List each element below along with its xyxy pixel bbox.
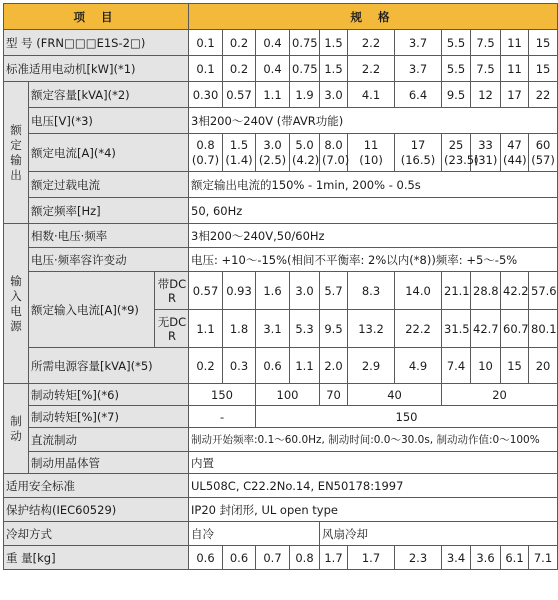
current-value: 60 [535,137,551,152]
capacity-cell: 3.0 [320,82,348,108]
without-dcr-cell: 13.2 [348,310,395,348]
output-current-label: 额定电流[A](*4) [29,134,189,172]
without-dcr-cell: 60.7 [501,310,529,348]
torque6-cell: 150 [189,384,256,406]
current-value-alt: (23.5) [444,152,479,167]
power-cell: 0.3 [223,348,256,384]
current-value: 17 [410,137,426,152]
capacity-cell: 0.30 [189,82,223,108]
weight-cell: 7.1 [529,546,558,570]
spec-table [3,3,558,570]
output-overload-label: 额定过载电流 [29,172,189,198]
output-voltage-value: 3相200～240V (带AVR功能) [189,108,558,134]
braking-transistor-value: 内置 [189,452,558,474]
power-cell: 10 [471,348,501,384]
model-cell: 0.75 [290,30,320,56]
cooling-natural-value: 自冷 [189,522,320,546]
input-phase-row [4,224,558,248]
input-phase-label: 相数·电压·频率 [29,224,189,248]
enclosure-row [4,498,558,522]
input-tolerance-value: 电压: +10～-15%(相间不平衡率: 2%以内(*8))频率: +5～-5% [189,248,558,272]
braking-transistor-label: 制动用晶体管 [29,452,189,474]
current-value: 8.0 [324,137,343,152]
input-tolerance-row [4,248,558,272]
weight-row [4,546,558,570]
weight-cell: 3.6 [471,546,501,570]
weight-label: 重 量[kg] [4,546,189,570]
output-group-char: 额 [10,122,22,137]
capacity-cell: 6.4 [395,82,442,108]
braking-dc-value: 制动开始频率:0.1～60.0Hz, 制动时间:0.0～30.0s, 制动动作值:0～100% [189,428,558,452]
with-dcr-cell: 1.6 [256,272,290,310]
with-dcr-label [155,272,189,310]
weight-cell: 0.6 [189,546,223,570]
without-dcr-text: 无DCR [157,314,187,343]
model-row [4,30,558,56]
with-dcr-cell: 42.2 [501,272,529,310]
model-cell: 11 [501,30,529,56]
braking-group-label [4,384,29,474]
without-dcr-cell: 1.1 [189,310,223,348]
with-dcr-cell: 21.1 [442,272,471,310]
braking-dc-label: 直流制动 [29,428,189,452]
torque6-cell: 40 [348,384,442,406]
without-dcr-cell: 80.1 [529,310,558,348]
safety-label: 适用安全标准 [4,474,189,498]
with-dcr-cell: 57.6 [529,272,558,310]
current-cell [189,134,223,172]
input-group-char: 电 [10,303,22,318]
capacity-cell: 12 [471,82,501,108]
enclosure-label: 保护结构(IEC60529) [4,498,189,522]
braking-group-char: 动 [10,428,22,443]
with-dcr-text: 带DCR [157,276,187,305]
torque6-cell: 20 [442,384,558,406]
header-item: 项 目 [4,4,189,30]
power-cell: 15 [501,348,529,384]
weight-cell: 0.7 [256,546,290,570]
current-value: 5.0 [295,137,314,152]
motor-cell: 0.75 [290,56,320,82]
header-row [4,4,558,30]
current-value: 3.0 [263,137,282,152]
motor-cell: 11 [501,56,529,82]
capacity-cell: 1.1 [256,82,290,108]
model-cell: 2.2 [348,30,395,56]
current-value-alt: (0.7) [191,152,220,167]
output-current-row [4,134,558,172]
model-cell: 1.5 [320,30,348,56]
motor-cell: 3.7 [395,56,442,82]
output-group-char: 定 [10,137,22,152]
torque7-cell: - [189,406,256,428]
current-cell [395,134,442,172]
safety-row [4,474,558,498]
braking-torque6-row [4,384,558,406]
power-cell: 7.4 [442,348,471,384]
output-group-char: 输 [10,152,22,167]
input-phase-value: 3相200～240V,50/60Hz [189,224,558,248]
motor-cell: 5.5 [442,56,471,82]
motor-cell: 15 [529,56,558,82]
without-dcr-cell: 22.2 [395,310,442,348]
input-tolerance-label: 电压·频率容许变动 [29,248,189,272]
with-dcr-cell: 5.7 [320,272,348,310]
with-dcr-cell: 3.0 [290,272,320,310]
without-dcr-cell: 5.3 [290,310,320,348]
capacity-cell: 4.1 [348,82,395,108]
output-group-char: 出 [10,167,22,182]
output-frequency-value: 50, 60Hz [189,198,558,224]
without-dcr-cell: 9.5 [320,310,348,348]
output-capacity-label: 额定容量[kVA](*2) [29,82,189,108]
model-cell: 3.7 [395,30,442,56]
output-overload-value: 额定输出电流的150% - 1min, 200% - 0.5s [189,172,558,198]
output-capacity-row [4,82,558,108]
current-value: 47 [507,137,522,152]
weight-cell: 0.8 [290,546,320,570]
braking-torque7-row [4,406,558,428]
current-cell [348,134,395,172]
torque6-cell: 70 [320,384,348,406]
output-voltage-label: 电压[V](*3) [29,108,189,134]
without-dcr-label [155,310,189,348]
without-dcr-cell: 31.5 [442,310,471,348]
current-cell [442,134,479,172]
current-value: 1.5 [229,137,249,152]
motor-cell: 7.5 [471,56,501,82]
current-value-alt: (10) [359,152,383,167]
model-cell: 0.4 [256,30,290,56]
current-cell [256,134,290,172]
braking-transistor-row [4,452,558,474]
current-value: 11 [363,137,379,152]
input-power-row [4,348,558,384]
input-group-char: 入 [10,288,22,303]
current-value-alt: (16.5) [400,152,436,167]
current-value: 25 [448,137,464,152]
current-value-alt: (4.2) [292,152,320,167]
weight-cell: 0.6 [223,546,256,570]
current-value-alt: (2.5) [258,152,287,167]
capacity-cell: 1.9 [290,82,320,108]
output-frequency-label: 额定频率[Hz] [29,198,189,224]
output-voltage-row [4,108,558,134]
motor-cell: 1.5 [320,56,348,82]
braking-torque6-label: 制动转矩[%](*6) [29,384,189,406]
motor-label: 标准适用电动机[kW](*1) [4,56,189,82]
current-cell [320,134,348,172]
input-power-label: 所需电源容量[kVA](*5) [29,348,189,384]
current-cell [471,134,501,172]
braking-dc-row [4,428,558,452]
with-dcr-cell: 8.3 [348,272,395,310]
power-cell: 2.9 [348,348,395,384]
header-spec: 规 格 [189,4,558,30]
current-cell [501,134,529,172]
weight-cell: 3.4 [442,546,471,570]
current-value-alt: (31) [473,152,498,167]
power-cell: 2.0 [320,348,348,384]
without-dcr-cell: 1.8 [223,310,256,348]
motor-cell: 0.4 [256,56,290,82]
capacity-cell: 9.5 [442,82,471,108]
capacity-cell: 17 [501,82,529,108]
motor-cell: 0.2 [223,56,256,82]
model-cell: 7.5 [471,30,501,56]
current-cell [529,134,558,172]
without-dcr-cell: 3.1 [256,310,290,348]
input-current-label: 额定输入电流[A](*9) [29,272,155,348]
with-dcr-cell: 0.93 [223,272,256,310]
current-value: 0.8 [196,137,215,152]
current-cell [290,134,320,172]
output-frequency-row [4,198,558,224]
motor-cell: 0.1 [189,56,223,82]
model-cell: 0.2 [223,30,256,56]
motor-row [4,56,558,82]
torque6-cell: 100 [256,384,320,406]
power-cell: 0.6 [256,348,290,384]
with-dcr-cell: 0.57 [189,272,223,310]
without-dcr-cell: 42.7 [471,310,501,348]
cooling-label: 冷却方式 [4,522,189,546]
model-label: 型 号 (FRN□□□E1S-2□) [4,30,189,56]
model-cell: 5.5 [442,30,471,56]
input-current-with-dcr-row [4,272,558,310]
braking-torque7-label: 制动转矩[%](*7) [29,406,189,428]
weight-cell: 2.3 [395,546,442,570]
weight-cell: 1.7 [348,546,395,570]
cooling-row [4,522,558,546]
output-overload-row [4,172,558,198]
weight-cell: 6.1 [501,546,529,570]
braking-group-char: 制 [10,413,22,428]
current-value-alt: (44) [503,152,527,167]
input-group-char: 输 [10,273,22,288]
with-dcr-cell: 28.8 [471,272,501,310]
current-cell [223,134,256,172]
input-group-char: 源 [10,318,22,333]
output-group-label [4,82,29,224]
power-cell: 0.2 [189,348,223,384]
cooling-fan-value: 风扇冷却 [320,522,558,546]
current-value: 33 [478,137,493,152]
power-cell: 4.9 [395,348,442,384]
motor-cell: 2.2 [348,56,395,82]
enclosure-value: IP20 封闭形, UL open type [189,498,558,522]
capacity-cell: 22 [529,82,558,108]
safety-value: UL508C, C22.2No.14, EN50178:1997 [189,474,558,498]
with-dcr-cell: 14.0 [395,272,442,310]
current-value-alt: (7.0) [322,152,350,167]
capacity-cell: 0.57 [223,82,256,108]
current-value-alt: (1.4) [225,152,253,167]
power-cell: 1.1 [290,348,320,384]
torque7-cell: 150 [256,406,558,428]
weight-cell: 1.7 [320,546,348,570]
model-cell: 0.1 [189,30,223,56]
model-cell: 15 [529,30,558,56]
power-cell: 20 [529,348,558,384]
input-group-label [4,224,29,384]
current-value-alt: (57) [531,152,555,167]
